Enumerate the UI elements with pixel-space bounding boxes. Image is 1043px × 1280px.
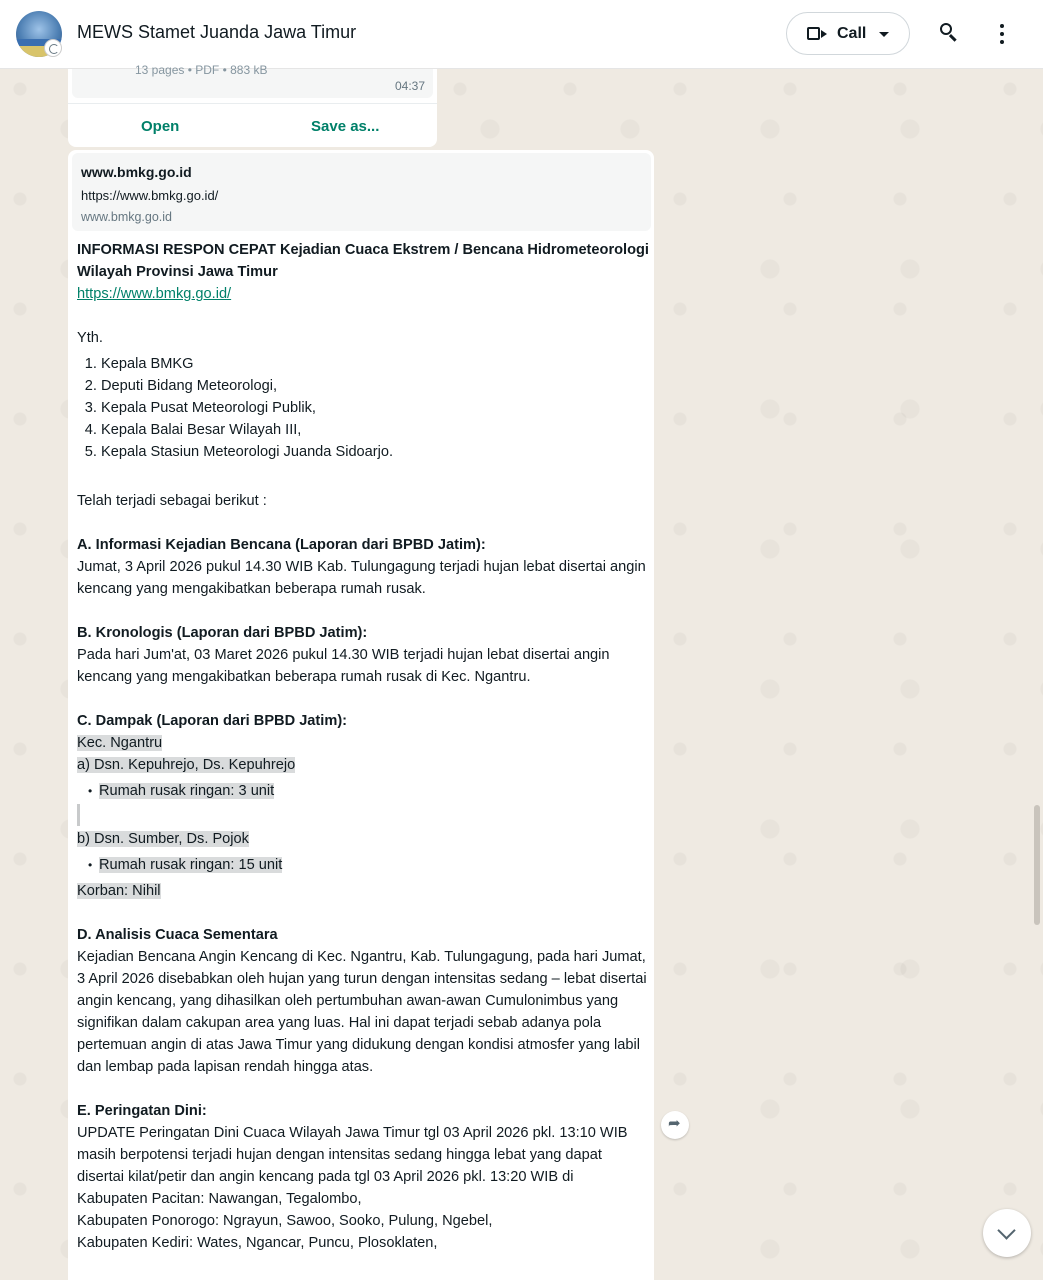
village-b: b) Dsn. Sumber, Ds. Pojok <box>77 831 249 847</box>
scrollbar[interactable] <box>1034 805 1040 925</box>
section-e-text: UPDATE Peringatan Dini Cuaca Wilayah Jawa Timur tgl 03 April 2026 pkl. 13:10 WIB masih berpotensi terjadi hujan dengan intensitas sedang hingga lebat yang dapat disertai kilat/petir dan angin kencang pada tgl 03 April 2026 pkl. 13:20 WIB di <box>77 1125 628 1185</box>
video-camera-icon <box>807 27 820 40</box>
section-d-text: Kejadian Bencana Angin Kencang di Kec. Ngantru, Kab. Tulungagung, pada hari Jumat, 3 April 2026 disebabkan oleh hujan yang turun dengan intensitas sedang – lebat disertai angin kencang, yang dihasilkan oleh pertumbuhan awan-awan Cumulonimbus yang signifikan dalam cakupan area yang luas. Hal ini dapat terjadi sebab adanya pola pertemuan angin di atas Jawa Timur yang didukung dengan kondisi atmosfer yang labil dan lembap pada lapisan rendah hingga atas. <box>77 949 647 1075</box>
section-b-text: Pada hari Jum'at, 03 Maret 2026 pukul 14.30 WIB terjadi hujan lebat disertai angin kencang yang mengakibatkan beberapa rumah rusak di Kec. Ngantru. <box>77 647 610 685</box>
message-heading: INFORMASI RESPON CEPAT Kejadian Cuaca Ekstrem / Bencana Hidrometeorologi Wilayah Provinsi Jawa Timur <box>77 242 649 280</box>
message-time: 04:37 <box>394 79 425 93</box>
file-info[interactable] <box>72 63 433 98</box>
disappearing-timer-icon <box>44 39 62 57</box>
chat-title[interactable]: MEWS Stamet Juanda Jawa Timur <box>77 22 357 42</box>
open-button[interactable]: Open <box>141 118 180 135</box>
list-item: 4. Kepala Balai Besar Wilayah III, <box>101 419 649 441</box>
more-options-icon[interactable] <box>999 24 1005 46</box>
intro-text: Telah terjadi sebagai berikut : <box>77 493 267 509</box>
save-as-button[interactable]: Save as... <box>311 118 380 135</box>
preview-domain: www.bmkg.go.id <box>81 210 173 224</box>
region-line: Kabupaten Ponorogo: Ngrayun, Sawoo, Sooko, Pulung, Ngebel, <box>77 1213 493 1229</box>
section-b-title: B. Kronologis (Laporan dari BPBD Jatim): <box>77 625 368 641</box>
section-a-title: A. Informasi Kejadian Bencana (Laporan dari BPBD Jatim): <box>77 537 486 553</box>
section-d-title: D. Analisis Cuaca Sementara <box>77 927 278 943</box>
chevron-down-icon <box>879 32 889 37</box>
recipient-list <box>77 353 649 463</box>
message-bubble <box>68 150 654 1280</box>
greeting: Yth. <box>77 330 103 346</box>
search-icon[interactable] <box>940 23 956 39</box>
preview-title: www.bmkg.go.id <box>81 164 192 180</box>
list-item: 1. Kepala BMKG <box>101 353 649 375</box>
selection-bar <box>77 804 80 826</box>
forward-icon[interactable] <box>661 1111 689 1139</box>
damage-b: Rumah rusak ringan: 15 unit <box>99 857 283 873</box>
call-button[interactable] <box>786 12 910 55</box>
section-a-text: Jumat, 3 April 2026 pukul 14.30 WIB Kab. Tulungagung terjadi hujan lebat disertai angin kencang yang mengakibatkan beberapa rumah rusak. <box>77 559 646 597</box>
section-e-title: E. Peringatan Dini: <box>77 1103 207 1119</box>
region-line: Kabupaten Pacitan: Nawangan, Tegalombo, <box>77 1191 362 1207</box>
list-item: 5. Kepala Stasiun Meteorologi Juanda Sidoarjo. <box>101 441 649 463</box>
list-item: 2. Deputi Bidang Meteorologi, <box>101 375 649 397</box>
preview-url: https://www.bmkg.go.id/ <box>81 188 219 203</box>
message-link[interactable]: https://www.bmkg.go.id/ <box>77 286 232 302</box>
file-actions <box>68 103 437 148</box>
casualties: Korban: Nihil <box>77 883 161 899</box>
file-meta: 13 pages • PDF • 883 kB <box>135 63 268 77</box>
village-a: a) Dsn. Kepuhrejo, Ds. Kepuhrejo <box>77 757 296 773</box>
chat-header <box>0 0 1043 69</box>
link-preview[interactable] <box>72 153 651 231</box>
call-label: Call <box>837 25 867 42</box>
region-line: Kabupaten Kediri: Wates, Ngancar, Puncu, Plosoklaten, <box>77 1235 438 1251</box>
section-c-title: C. Dampak (Laporan dari BPBD Jatim): <box>77 713 348 729</box>
damage-a: Rumah rusak ringan: 3 unit <box>99 783 275 799</box>
kecamatan-text: Kec. Ngantru <box>77 735 163 751</box>
message-text: INFORMASI RESPON CEPAT Kejadian Cuaca Ekstrem / Bencana Hidrometeorologi Wilayah Provinsi Jawa Timur https://www.bmkg.go.id/ Yth. 1. Kepala BMKG 2. Deputi Bidang Meteorologi, 3. Kepala Pusat Meteorologi Publik, 4. Kepala Balai Besar Wilayah III, 5. Kepala Stasiun Meteorologi Juanda Sidoarjo. Telah terjadi sebagai berikut : A. Informasi Kejadian Bencana (Laporan dari BPBD Jatim): Jumat, 3 April 2026 pukul 14.30 WIB Kab. Tulungagung terjadi hujan lebat disertai angin kencang yang mengakibatkan beberapa rumah rusak. B. Kronologis (Laporan dari BPBD Jatim): Pada hari Jum'at, 03 Maret 2026 pukul 14.30 WIB terjadi hujan lebat disertai angin kencang yang mengakibatkan beberapa rumah rusak di Kec. Ngantru. C. Dampak (Laporan dari BPBD Jatim): Kec. Ngantru a) Dsn. Kepuhrejo, Ds. Kepuhrejo • Rumah rusak ringan: 3 unit b) Dsn. Sumber, Ds. Pojok • Rumah rusak ringan: 15 unit Korban: Nihil D. Analisis Cuaca Sementara Kejadian Bencana Angin Kencang di Kec. Ngantru, Kab. Tulungagung, pada hari Jumat, 3 April 2026 disebabkan oleh hujan yang turun dengan intensitas sedang – lebat disertai angin kencang, yang dihasilkan oleh pertumbuhan awan-awan Cumulonimbus yang signifikan dalam cakupan area yang luas. Hal ini dapat terjadi sebab adanya pola pertemuan angin di atas Jawa Timur yang didukung dengan kondisi atmosfer yang labil dan lembap pada lapisan rendah hingga atas. E. Peringatan Dini: UPDATE Peringatan Dini Cuaca Wilayah Jawa Timur tgl 03 April 2026 pkl. 13:10 WIB masih berpotensi terjadi hujan dengan intensitas sedang hingga lebat yang dapat disertai kilat/petir dan angin kencang pada tgl 03 April 2026 pkl. 13:20 WIB di Kabupaten Pacitan: Nawangan, Tegalombo, Kabupaten Ponorogo: Ngrayun, Sawoo, Sooko, Pulung, Ngebel, Kabupaten Kediri: Wates, Ngancar, Puncu, Plosoklaten, <box>77 239 649 1254</box>
scroll-down-button[interactable] <box>983 1209 1031 1257</box>
pdf-message <box>68 63 437 147</box>
list-item: 3. Kepala Pusat Meteorologi Publik, <box>101 397 649 419</box>
